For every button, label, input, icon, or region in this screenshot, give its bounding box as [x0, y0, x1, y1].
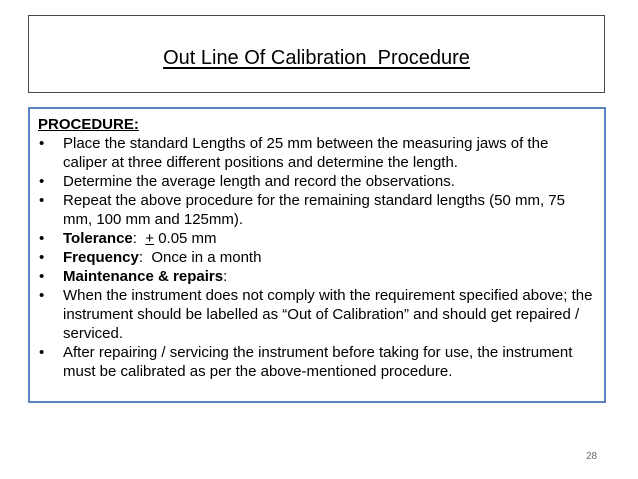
bullet-icon: •	[39, 135, 45, 152]
frequency-value: Once in a month	[151, 249, 262, 266]
procedure-list	[30, 134, 600, 381]
list-item-tolerance	[30, 229, 600, 248]
list-item-maintenance	[30, 267, 600, 286]
procedure-heading: PROCEDURE:	[38, 116, 139, 133]
item-text: When the instrument does not comply with the requirement specified above; the instrument should be labelled as “Out of Calibration” and should get repaired / serviced.	[63, 287, 593, 342]
frequency-label: Frequency	[63, 249, 139, 266]
item-text: Place the standard Lengths of 25 mm between the measuring jaws of the caliper at three different positions and determine the length.	[63, 135, 549, 171]
content-box	[28, 107, 606, 403]
item-text: Determine the average length and record the observations.	[63, 173, 455, 190]
title-box	[28, 15, 605, 93]
list-item-average-length	[30, 172, 600, 191]
tolerance-separator: :	[132, 230, 146, 247]
bullet-icon: •	[39, 268, 45, 285]
bullet-icon: •	[39, 344, 45, 361]
slide-title: Out Line Of Calibration Procedure	[163, 47, 470, 69]
list-item-frequency	[30, 248, 600, 267]
list-item-after-repair	[30, 343, 600, 381]
list-item-repeat-procedure	[30, 191, 600, 229]
plus-minus-sign: +	[145, 230, 155, 247]
bullet-icon: •	[39, 287, 45, 304]
bullet-icon: •	[39, 173, 45, 190]
page-number: 28	[586, 451, 598, 462]
tolerance-label: Tolerance	[63, 230, 133, 247]
bullet-icon: •	[39, 192, 45, 209]
frequency-separator: :	[138, 249, 152, 266]
bullet-icon: •	[39, 249, 45, 266]
item-text: After repairing / servicing the instrument before taking for use, the instrument must be calibrated as per the above-mentioned procedure.	[63, 344, 573, 380]
tolerance-value: 0.05 mm	[154, 230, 217, 247]
bullet-icon: •	[39, 230, 45, 247]
list-item-noncompliance	[30, 286, 600, 343]
item-text: Repeat the above procedure for the remaining standard lengths (50 mm, 75 mm, 100 mm and 125mm).	[63, 192, 565, 228]
list-item-place-lengths	[30, 134, 600, 172]
maintenance-label: Maintenance & repairs	[63, 268, 224, 285]
maintenance-separator: :	[223, 268, 228, 285]
